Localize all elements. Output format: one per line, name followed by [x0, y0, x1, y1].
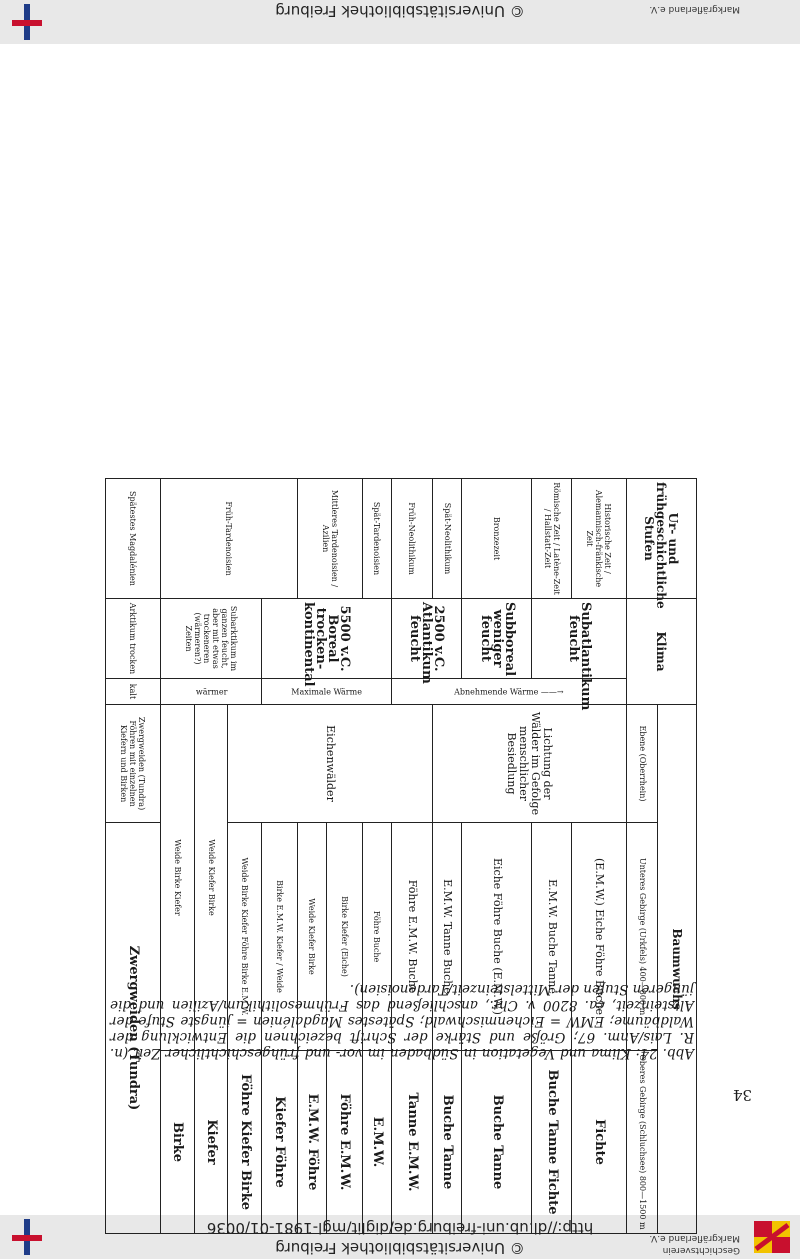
figure-caption: Abb. 24: Klima und Vegetation in Südbaden im vor- und frühgeschichtlicher Zeit (n. R. Lais/Anm. 67; Größe und Stärke der Schrift bezeichnen die Entwicklung der Waldbäume; EMW = Eichenmischwald; Spätestes Magdalénien = jüngste Stufe der Altsteinzeit, ca. 8200 v. Chr., anschließend das Frühmesolithikum/Azilien und die jüngeren Stufen der Mittelsteinzeit/Tardenoisien). — [110, 981, 694, 1061]
library-logo-icon — [12, 4, 42, 40]
page-number: 34 — [732, 1086, 752, 1104]
figure-table: Ur- und frühgeschichtliche Stufen Klima Baumwuchs Ebene (Oberrhein) Unteres Gebirge (Urkfels) 400—800 m Oberes Gebirge (Schluchsee) 800—1500 m Historische Zeit / Alemannisch-fränkische Zeit Subatlantikum feucht Abnehmende Wärme ——→ Lichtung der Wälder im Gefolge menschlicher Besiedlung (E.M.W.) Eiche Föhre Buche Fichte Römische Zeit / Latène-Zeit / Hallstatt-Zeit E.M.W. Buche Tanne Buche Tanne Fichte Bronzezeit Subboreal weniger feucht Eiche Föhre Buche (E.M.W.) Buche Tanne Spät-Neolithikum 2500 v.C. Atlantikum feucht E.M.W. Tanne Buche Buche Tanne Früh-Neolithikum Eichenwälder Föhre E.M.W. Buche Tanne E.M.W. Spät-Tardenoisien 5500 v.C. Boreal trocken-kontinental Maximale Wärme Föhre Buche E.M.W. Mittleres Tardenoisien / Azilien Birke Kiefer (Eiche) Föhre E.M.W. Weide Kiefer Birke E.M.W. Föhre Früh-Tardenoisien Birke E.M.W. Kiefer / Weide Kiefer Föhre Subarktikum im ganzen feucht, aber mit etwas trockeneren (wärmeren?) Zeiten wärmer Weide Birke Kiefer Föhre Birke E.M.W. Föhre Kiefer Birke Weide Kiefer Birke Kiefer Weide Birke Kiefer Birke Spätestes Magdalénien Arktikum trocken kalt Zwergweiden (Tundra) Föhren mit einzelnen Kiefern und Birken Zwergweiden (Tundra) — [105, 315, 697, 1070]
footer-copyright: © Universitätsbibliothek Freiburg — [275, 2, 525, 20]
library-logo-icon — [12, 1219, 42, 1255]
coat-of-arms-logo — [750, 1221, 790, 1253]
viewer-header: Geschichtsverein Markgräflerland e.V. © Universitätsbibliothek Freiburg http://dl.ub.uni-freiburg.de/diglit/mgl-1981-01/0036 — [0, 1215, 800, 1259]
viewer-footer: Markgräflerland e.V. © Universitätsbibliothek Freiburg — [0, 0, 800, 44]
source-url[interactable]: http://dl.ub.uni-freiburg.de/diglit/mgl-1981-01/0036 — [206, 1219, 594, 1237]
copyright-line: © Universitätsbibliothek Freiburg — [275, 1239, 525, 1257]
